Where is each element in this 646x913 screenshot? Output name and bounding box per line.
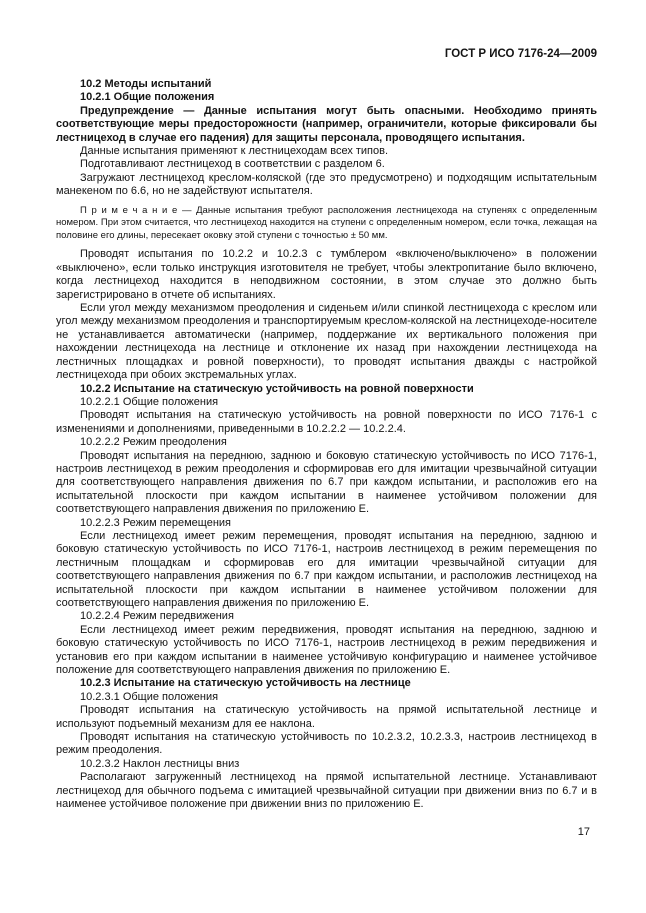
- body-paragraph: Располагают загруженный лестницеход на прямой испытательной лестнице. Устанавливают лестницеход для обычного подъема с имитацией чрезвычайной ситуации при движении вниз по 6.7 и в наименее устойчивое положение при движении вниз по приложению Е.: [56, 771, 597, 811]
- document-standard-number: ГОСТ Р ИСО 7176-24—2009: [444, 48, 597, 60]
- note-paragraph: П р и м е ч а н и е — Данные испытания требуют расположения лестницехода на ступенях с определенным номером. При этом считается, что лестницеход находится на ступени с определенным номером, если точка, лежащая на половине его длины, пересекает оковку этой ступени с точностью ± 50 мм.: [56, 204, 597, 241]
- body-paragraph: Если угол между механизмом преодоления и сиденьем и/или спинкой лестницехода с креслом или угол между механизмом преодоления и транспортируемым креслом-коляской на лестницеходе-носителе не устанавливается автоматически (например, поддержание их вертикального положения при нахождении лестницехода на лестнице и отклонение их назад при нахождении лестницехода на лестничных площадках и ровной поверхности), то проводят испытания дважды с настройкой лестницехода при обоих экстремальных углах.: [56, 302, 597, 382]
- section-heading-10-2: 10.2 Методы испытаний: [80, 78, 212, 90]
- section-heading-10-2-1: 10.2.1 Общие положения: [80, 91, 215, 104]
- document-content: [56, 78, 597, 812]
- body-paragraph: Проводят испытания на статическую устойчивость по 10.2.3.2, 10.2.3.3, настроив лестницеход в режим преодоления.: [56, 731, 597, 757]
- subsection-heading-10-2-3-2: 10.2.3.2 Наклон лестницы вниз: [80, 757, 240, 770]
- body-paragraph: Загружают лестницеход креслом-коляской (где это предусмотрено) и подходящим испытательным манекеном по 6.6, но не задействуют испытателя.: [56, 171, 597, 198]
- subsection-heading-10-2-3-1: 10.2.3.1 Общие положения: [80, 690, 219, 703]
- body-paragraph: Проводят испытания на переднюю, заднюю и боковую статическую устойчивость по ИСО 7176-1, настроив лестницеход в режим преодоления и сформировав его для имитации чрезвычайной ситуации для соответствующего направления движения по 6.7 при каждом испытании, и расположив его на испытательной плоскости при каждом испытании в наименее устойчивом положении для соответствующего направления движения по приложению Е.: [56, 449, 597, 516]
- body-paragraph: Проводят испытания по 10.2.2 и 10.2.3 с тумблером «включено/выключено» в положении «выключено», если только инструкция изготовителя не требует, чтобы электропитание было включено, когда лестницеход находится в неподвижном состоянии, в этом случае это должно быть зарегистрировано в отчете об испытаниях.: [56, 248, 597, 301]
- body-paragraph: Подготавливают лестницеход в соответствии с разделом 6.: [80, 158, 385, 171]
- subsection-heading-10-2-2-4: 10.2.2.4 Режим передвижения: [80, 610, 234, 623]
- body-paragraph: Проводят испытания на статическую устойчивость на ровной поверхности по ИСО 7176-1 с изменениями и дополнениями, приведенными в 10.2.2.2 — 10.2.2.4.: [56, 409, 597, 435]
- section-heading-10-2-2: 10.2.2 Испытание на статическую устойчивость на ровной поверхности: [80, 382, 474, 395]
- subsection-heading-10-2-2-3: 10.2.2.3 Режим перемещения: [80, 516, 231, 529]
- subsection-heading-10-2-2-1: 10.2.2.1 Общие положения: [80, 395, 219, 408]
- body-paragraph: Если лестницеход имеет режим перемещения, проводят испытания на переднюю, заднюю и боковую статическую устойчивость по ИСО 7176-1, настроив лестницеход в режим перемещения по лестничным площадкам и сформировав его для имитации чрезвычайной ситуации для соответствующего направления движения по 6.7 при каждом испытании, и расположив лестницеход на испытательной плоскости при каждом испытании в наименее устойчивом положении для соответствующего направления движения по приложению Е.: [56, 529, 597, 609]
- body-paragraph: Проводят испытания на статическую устойчивость на прямой испытательной лестнице и используют подъемный механизм для ее наклона.: [56, 704, 597, 730]
- page-number: 17: [577, 826, 590, 838]
- subsection-heading-10-2-2-2: 10.2.2.2 Режим преодоления: [80, 436, 227, 449]
- body-paragraph: Если лестницеход имеет режим передвижения, проводят испытания на переднюю, заднюю и боковую статическую устойчивость по ИСО 7176-1, настроив лестницеход в режим передвижения и установив его при каждом испытании в наименее устойчивую конфигурацию и наименее устойчивое положение для соответствующего направления движения по приложению Е.: [56, 623, 597, 677]
- body-paragraph: Данные испытания применяют к лестницеходам всех типов.: [80, 145, 389, 158]
- section-heading-10-2-3: 10.2.3 Испытание на статическую устойчивость на лестнице: [80, 677, 411, 690]
- warning-paragraph: Предупреждение — Данные испытания могут быть опасными. Необходимо принять соответствующие меры предосторожности (например, ограничители, которые фиксировали бы лестницеход в случае его падения) для защиты персонала, проводящего испытания.: [56, 104, 597, 144]
